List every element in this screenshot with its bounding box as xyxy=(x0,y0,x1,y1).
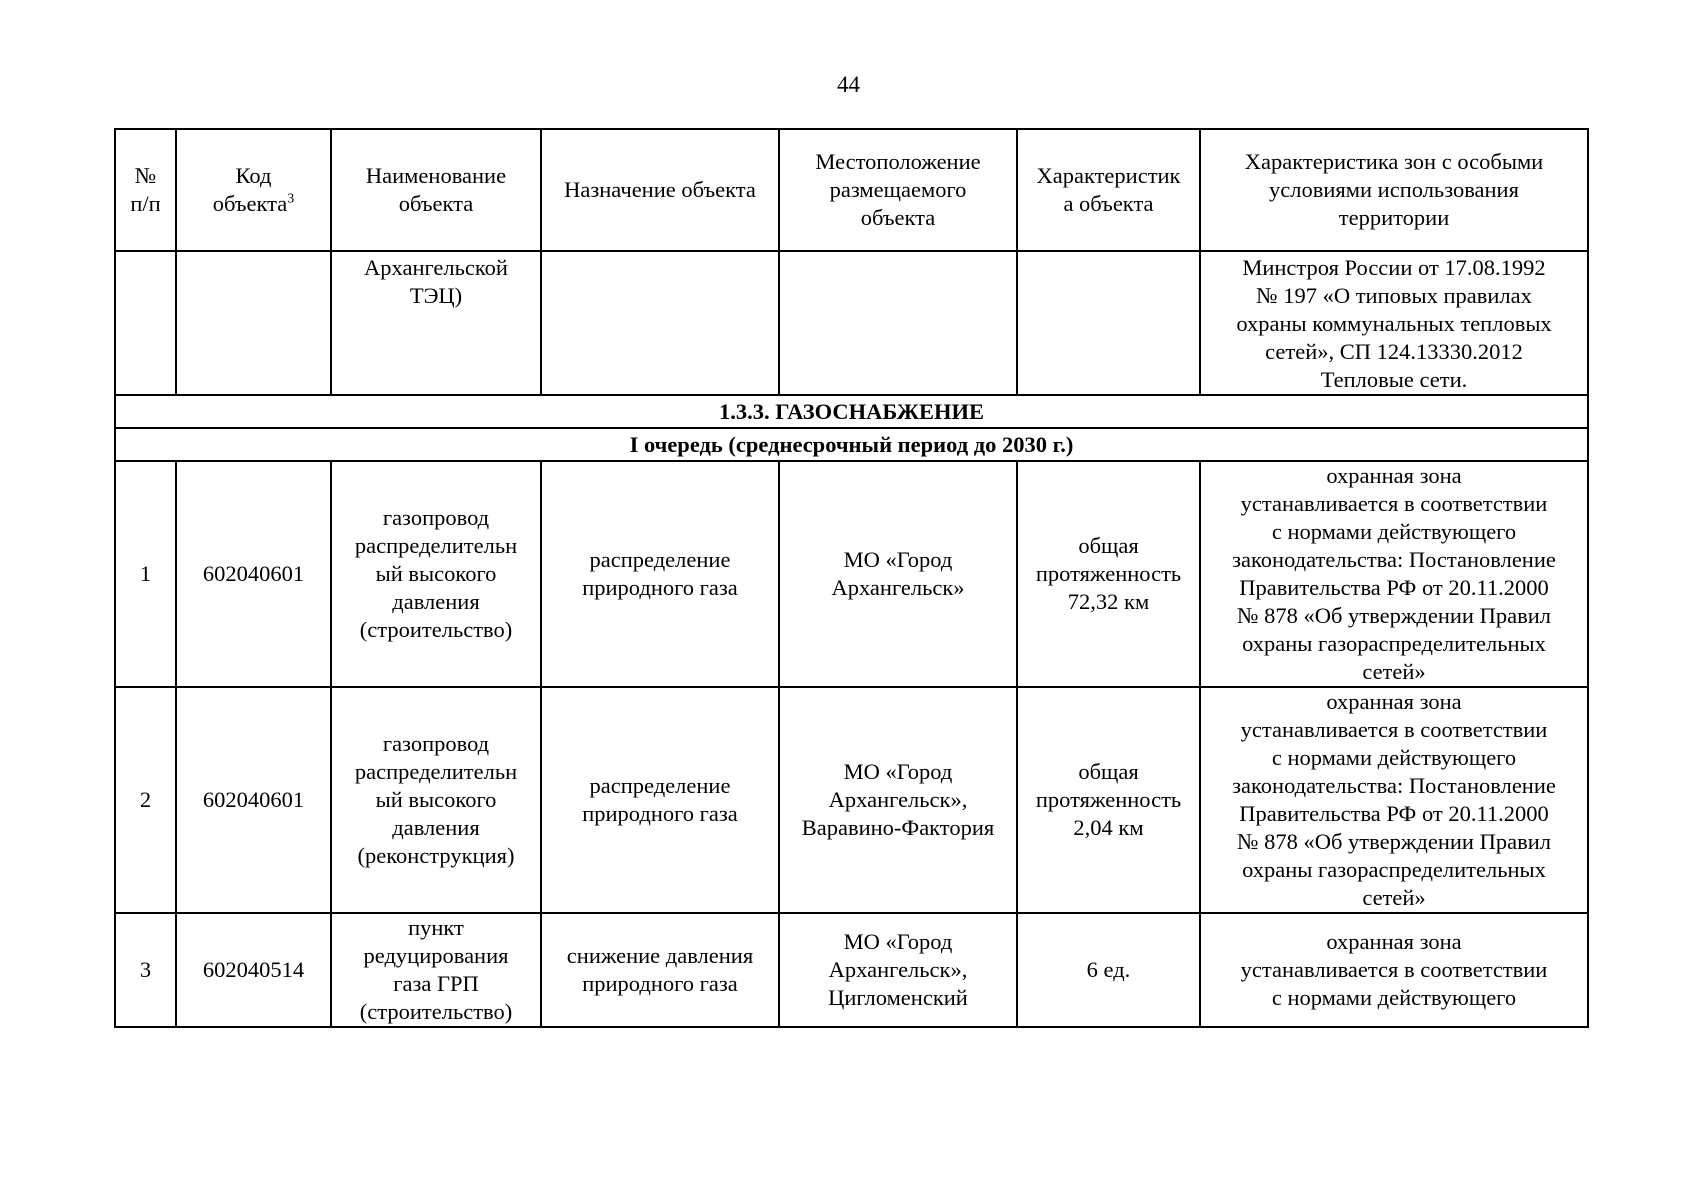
row-name-cell-line-1: пункт xyxy=(408,915,464,940)
cont-zones-cell-line-3: охраны коммунальных тепловых xyxy=(1236,311,1552,336)
row-characteristic-cell-line-1: общая xyxy=(1078,533,1139,558)
row-characteristic-cell-line-2: протяженность xyxy=(1035,787,1182,812)
row-zones-cell-line-8: сетей» xyxy=(1362,885,1426,910)
header-location-line-2: размещаемого xyxy=(829,177,967,202)
header-code-line-1: Код xyxy=(235,163,272,188)
row-location-cell xyxy=(779,461,1017,687)
header-code-text: объекта xyxy=(212,191,288,216)
row-code-cell: 602040514 xyxy=(176,913,331,1027)
section-row xyxy=(115,395,1588,428)
row-zones-cell-line-3: с нормами действующего xyxy=(1271,985,1517,1010)
row-name-cell-line-1: газопровод xyxy=(382,505,490,530)
header-num xyxy=(115,129,176,251)
row-zones-cell-line-7: охраны газораспределительных xyxy=(1242,631,1546,656)
row-zones-cell-line-1: охранная зона xyxy=(1326,689,1462,714)
header-characteristic xyxy=(1017,129,1200,251)
row-purpose-cell-line-1: распределение xyxy=(589,773,731,798)
cont-name-cell-line-2: ТЭЦ) xyxy=(409,283,463,308)
header-zones-line-1: Характеристика зон с особыми xyxy=(1244,149,1544,174)
row-name-cell-line-4: давления xyxy=(392,589,480,614)
row-zones-cell-line-8: сетей» xyxy=(1362,659,1426,684)
row-characteristic-cell xyxy=(1017,461,1200,687)
row-characteristic-cell xyxy=(1017,687,1200,913)
header-zones-line-2: условиями использования xyxy=(1269,177,1519,202)
row-characteristic-cell xyxy=(1017,913,1200,1027)
subsection-row xyxy=(115,428,1588,461)
row-zones-cell-line-4: законодательства: Постановление xyxy=(1232,547,1556,572)
row-characteristic-cell-line-1: общая xyxy=(1078,759,1139,784)
cont-name-cell-line-1: Архангельской xyxy=(364,255,508,280)
cont-name-cell xyxy=(331,251,541,395)
row-location-cell-line-2: Архангельск», xyxy=(828,957,968,982)
row-location-cell-line-2: Архангельск», xyxy=(828,787,968,812)
header-purpose xyxy=(541,129,779,251)
row-location-cell-line-1: МО «Город xyxy=(843,547,953,572)
row-location-cell-line-3: Цигломенский xyxy=(828,985,968,1010)
row-purpose-cell-line-2: природного газа xyxy=(582,575,738,600)
cont-zones-cell-line-1: Минстроя России от 17.08.1992 xyxy=(1242,255,1546,280)
header-location-line-1: Местоположение xyxy=(815,149,981,174)
row-purpose-cell-line-1: снижение давления xyxy=(566,943,754,968)
row-name-cell-line-4: давления xyxy=(392,815,480,840)
table-row xyxy=(115,687,1588,913)
row-characteristic-cell-line-3: 2,04 км xyxy=(1073,815,1144,840)
row-zones-cell-line-6: № 878 «Об утверждении Правил xyxy=(1237,829,1551,854)
row-purpose-cell xyxy=(541,461,779,687)
row-zones-cell-line-1: охранная зона xyxy=(1326,463,1462,488)
row-zones-cell-line-4: законодательства: Постановление xyxy=(1232,773,1556,798)
header-name xyxy=(331,129,541,251)
table-header-row xyxy=(115,129,1588,251)
table-row xyxy=(115,461,1588,687)
header-location-line-3: объекта xyxy=(860,205,936,230)
row-zones-cell-line-6: № 878 «Об утверждении Правил xyxy=(1237,603,1551,628)
row-name-cell-line-3: газа ГРП xyxy=(393,971,479,996)
row-zones-cell-line-5: Правительства РФ от 20.11.2000 xyxy=(1239,575,1549,600)
row-purpose-cell xyxy=(541,913,779,1027)
row-characteristic-cell-line-2: протяженность xyxy=(1035,561,1182,586)
cont-zones-cell-line-5: Тепловые сети. xyxy=(1320,367,1468,392)
header-zones-line-3: территории xyxy=(1338,205,1450,230)
row-name-cell xyxy=(331,913,541,1027)
row-location-cell-line-1: МО «Город xyxy=(843,929,953,954)
row-zones-cell-line-2: устанавливается в соответствии xyxy=(1240,957,1548,982)
row-name-cell-line-1: газопровод xyxy=(382,731,490,756)
row-location-cell-line-1: МО «Город xyxy=(843,759,953,784)
row-zones-cell-line-3: с нормами действующего xyxy=(1271,745,1517,770)
row-code-cell: 602040601 xyxy=(176,687,331,913)
header-purpose-line-1: Назначение объекта xyxy=(564,177,756,202)
row-name-cell-line-3: ый высокого xyxy=(375,561,497,586)
cont-zones-cell-line-4: сетей», СП 124.13330.2012 xyxy=(1265,339,1523,364)
row-characteristic-cell-line-1: 6 ед. xyxy=(1086,957,1131,982)
row-location-cell xyxy=(779,913,1017,1027)
row-zones-cell-line-5: Правительства РФ от 20.11.2000 xyxy=(1239,801,1549,826)
row-name-cell xyxy=(331,687,541,913)
cont-zones-cell-line-2: № 197 «О типовых правилах xyxy=(1256,283,1532,308)
row-location-cell xyxy=(779,687,1017,913)
row-zones-cell xyxy=(1200,913,1588,1027)
cont-code-cell xyxy=(176,251,331,395)
row-num-cell: 2 xyxy=(115,687,176,913)
cont-zones-cell xyxy=(1200,251,1588,395)
header-characteristic-line-1: Характеристик xyxy=(1036,163,1181,188)
row-num-cell: 1 xyxy=(115,461,176,687)
cont-purpose-cell xyxy=(541,251,779,395)
header-code-line-2 xyxy=(181,190,326,218)
header-name-line-2: объекта xyxy=(398,191,474,216)
row-zones-cell xyxy=(1200,687,1588,913)
row-location-cell-line-2: Архангельск» xyxy=(831,575,965,600)
row-name-cell-line-5: (реконструкция) xyxy=(357,843,515,868)
cont-num-cell xyxy=(115,251,176,395)
row-zones-cell-line-2: устанавливается в соответствии xyxy=(1240,491,1548,516)
cont-characteristic-cell xyxy=(1017,251,1200,395)
row-num-cell: 3 xyxy=(115,913,176,1027)
header-code xyxy=(176,129,331,251)
table-row-continuation xyxy=(115,251,1588,395)
header-location xyxy=(779,129,1017,251)
row-zones-cell xyxy=(1200,461,1588,687)
row-code-cell: 602040601 xyxy=(176,461,331,687)
section-title: 1.3.3. ГАЗОСНАБЖЕНИЕ xyxy=(115,395,1588,428)
row-characteristic-cell-line-3: 72,32 км xyxy=(1067,589,1150,614)
gas-supply-table xyxy=(114,128,1589,1028)
row-name-cell-line-2: редуцирования xyxy=(363,943,509,968)
header-num-line-2: п/п xyxy=(130,191,161,216)
row-zones-cell-line-3: с нормами действующего xyxy=(1271,519,1517,544)
row-name-cell-line-3: ый высокого xyxy=(375,787,497,812)
row-zones-cell-line-1: охранная зона xyxy=(1326,929,1462,954)
row-name-cell-line-5: (строительство) xyxy=(359,617,513,642)
row-purpose-cell-line-2: природного газа xyxy=(582,801,738,826)
row-zones-cell-line-2: устанавливается в соответствии xyxy=(1240,717,1548,742)
row-purpose-cell xyxy=(541,687,779,913)
row-name-cell-line-2: распределительн xyxy=(354,533,518,558)
row-zones-cell-line-7: охраны газораспределительных xyxy=(1242,857,1546,882)
row-name-cell-line-4: (строительство) xyxy=(359,999,513,1024)
subsection-title: I очередь (среднесрочный период до 2030 г.) xyxy=(115,428,1588,461)
row-name-cell-line-2: распределительн xyxy=(354,759,518,784)
header-num-line-1: № xyxy=(134,163,157,188)
page-number: 44 xyxy=(837,72,860,97)
header-zones xyxy=(1200,129,1588,251)
row-name-cell xyxy=(331,461,541,687)
row-location-cell-line-3: Варавино-Фактория xyxy=(801,815,995,840)
table-row xyxy=(115,913,1588,1027)
row-purpose-cell-line-2: природного газа xyxy=(582,971,738,996)
header-name-line-1: Наименование xyxy=(365,163,507,188)
footnote-marker: 3 xyxy=(287,191,295,207)
row-purpose-cell-line-1: распределение xyxy=(589,547,731,572)
cont-location-cell xyxy=(779,251,1017,395)
header-characteristic-line-2: а объекта xyxy=(1063,191,1154,216)
